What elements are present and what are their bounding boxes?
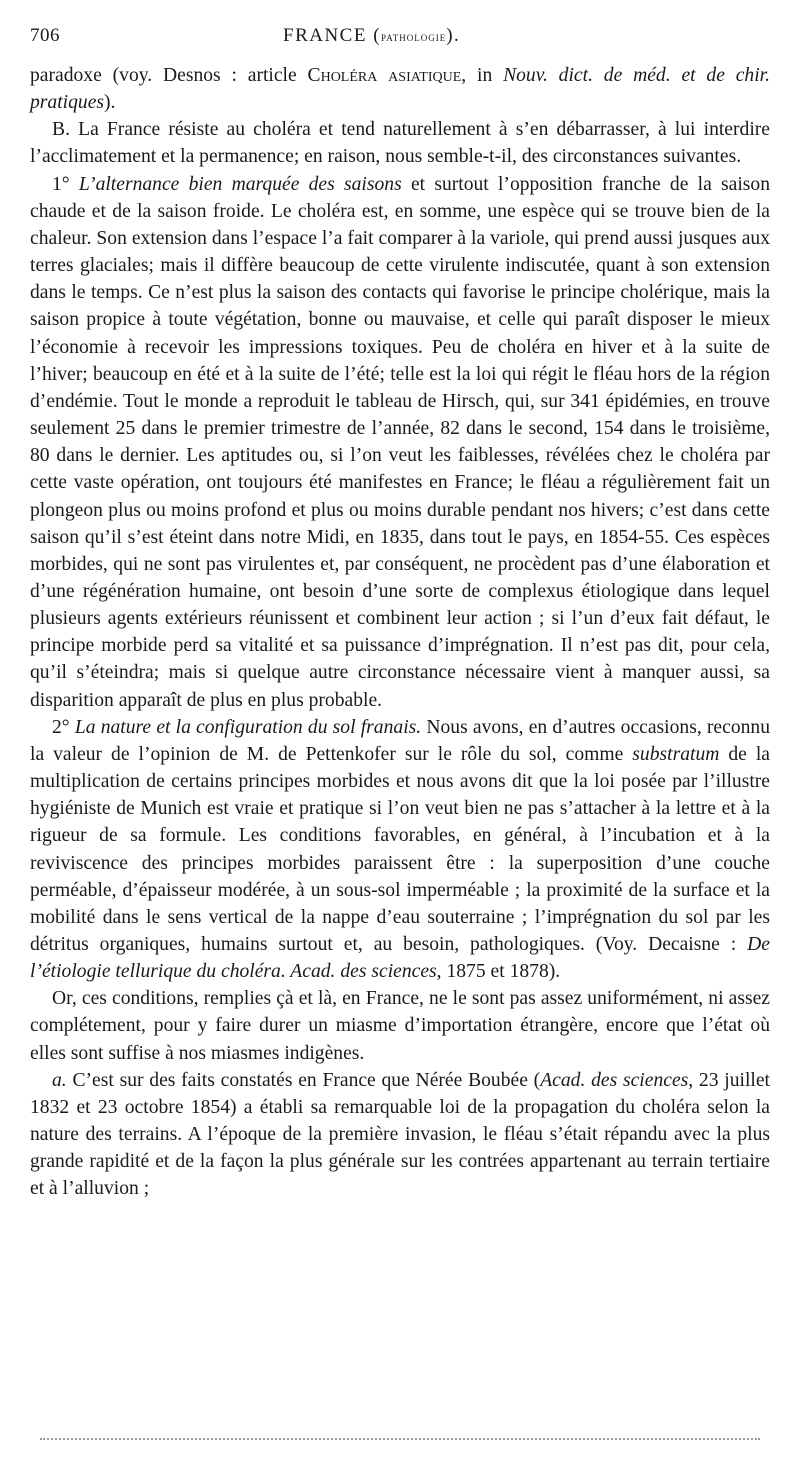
running-head-close: ). [446,25,461,46]
paragraph-2-soil: 2° La nature et la configuration du sol franais. Nous avons, en d’autres occasions, reconnu la valeur de l’opinion de M. de Pettenkofer sur le rôle du sol, comme substratum de la multiplication de certains principes morbides et nous avons dit que la loi posée par l’illustre hygiéniste de Munich est vraie et pratique si l’on veut bien ne pas s’attacher à la lettre et à la rigueur de sa formule. Les conditions favorables, en général, à l’incubation et à la reviviscence des principes morbides paraissent être : la superposition d’une couche perméable, d’épaisseur modérée, à un sous-sol imperméable ; la proximité de la surface et la mobilité dans le sens vertical de la nappe d’eau souterraine ; l’imprégnation du sol par les détritus organiques, humains surtout et, au besoin, pathologiques. (Voy. Decaisne : De l’étiologie tellurique du choléra. Acad. des sciences, 1875 et 1878). [30,716,771,983]
bottom-dotted-rule [40,1432,760,1440]
running-head-title: FRANCE ( [283,25,382,46]
paragraph-continuation: paradoxe (voy. Desnos : article Choléra asiatique, in Nouv. dict. de méd. et de chir. pratiques). [30,65,771,114]
paragraph-a-boubee: a. C’est sur des faits constatés en France que Nérée Boubée (Acad. des sciences, 23 juillet 1832 et 23 octobre 1854) a établi sa remarquable loi de la propagation du choléra selon la nature des terrains. A l’époque de la première invasion, le fléau s’était répandu avec la plus grande rapidité et de la façon la plus générale sur les contrées appartenant au terrain tertiaire et à l’alluvion ; [30,1069,770,1200]
paragraph-b: B. La France résiste au choléra et tend naturellement à s’en débarrasser, à lui interdire l’acclimatement et la permanence; en raison, nous semble-t-il, des circonstances suivantes. [30,119,770,168]
running-head [150,22,770,50]
document-page [30,22,770,1203]
paragraph-conditions: Or, ces conditions, remplies çà et là, en France, ne le sont pas assez uniformément, ni assez complétement, pour y faire durer un miasme d’importation étrangère, encore que l’état où elles sont suffise à nos miasmes indigènes. [30,988,770,1064]
running-head-subject: pathologie [381,29,447,44]
paragraph-1-seasons: 1° L’alternance bien marquée des saisons et surtout l’opposition franche de la saison chaude et de la saison froide. Le choléra est, en somme, une espèce qui se trouve bien de la chaleur. Son extension dans l’espace l’a fait comparer à la variole, qui prend aussi jusques aux terres glaciales; mais il diffère beaucoup de cette virulente indiscutée, quant à son extension dans le temps. Ce n’est plus la saison des contacts qui favorise le principe cholérique, mais la saison propice à toute végétation, bonne ou mauvaise, et celle qui paraît disposer le mieux l’économie à recevoir les impressions toxiques. Peu de choléra en hiver et à la suite de l’hiver; beaucoup en été et à la suite de l’été; telle est la loi qui régit le fléau hors de la région d’endémie. Tout le monde a reproduit le tableau de Hirsch, qui, sur 341 épidémies, en trouve seulement 25 dans le premier trimestre de l’année, 82 dans le second, 154 dans le troisième, 80 dans le dernier. Les aptitudes ou, si l’on veut les faiblesses, révélées chez le choléra par cette vaste opération, ont toujours été manifestes en France; le fléau a régulièrement fait un plongeon plus ou moins profond et plus ou moins durable pendant nos hivers; c’est dans cette saison qu’il s’est éteint dans notre Midi, en 1835, dans tout le pays, en 1854-55. Ces espèces morbides, qui ne sont pas virulentes et, par conséquent, ne procèdent pas d’une élaboration et d’une régénération humaine, ont besoin d’une sorte de complexus étiologique dans lequel plusieurs agents extérieurs réunissent et combinent leur action ; si l’un d’eux fait défaut, le principe morbide perd sa vitalité et sa puissance d’imprégnation. Il n’est pas dit, pour cela, qu’il s’éteindra; mais si quelque autre circonstance nécessaire vient à manquer aussi, sa disparition apparaît de plus en plus probable. [30,173,770,711]
page-number: 706 [30,25,60,46]
page-header [30,22,770,62]
